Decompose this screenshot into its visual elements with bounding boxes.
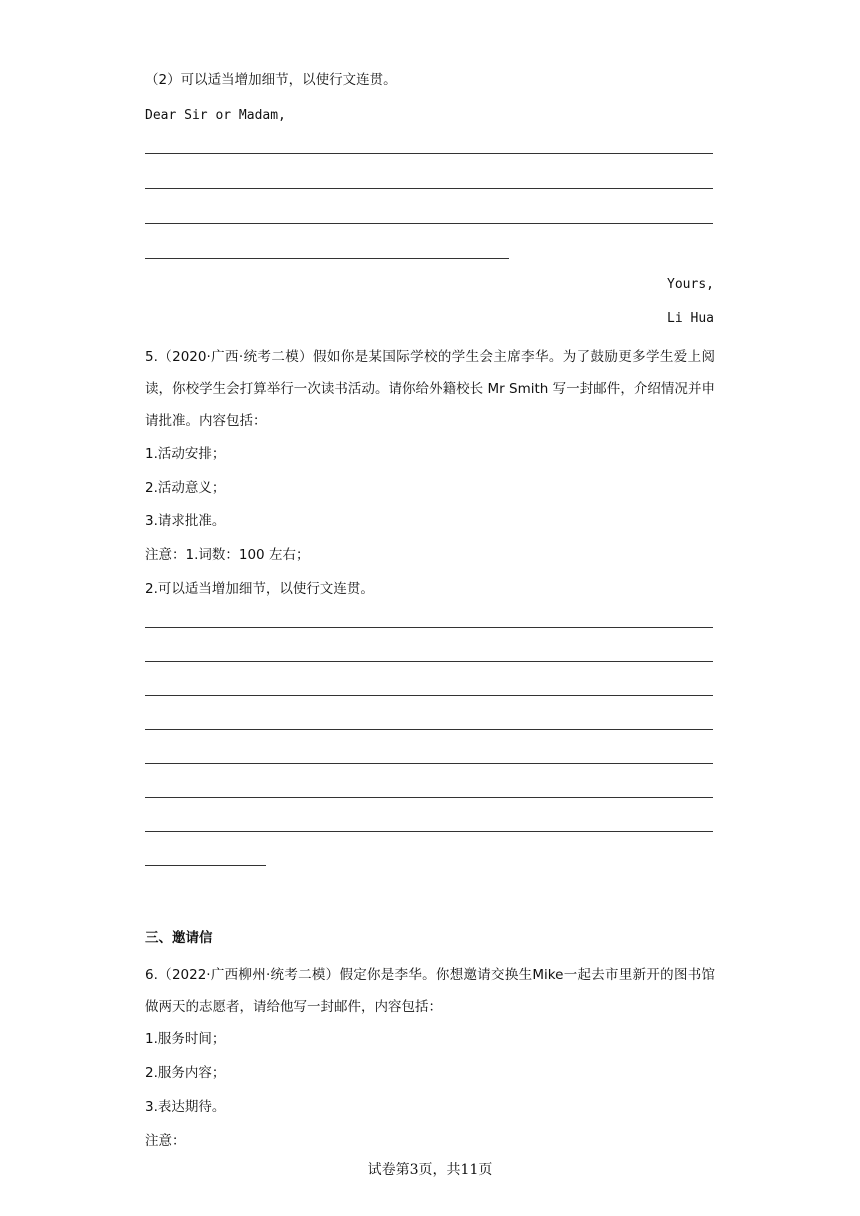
answer-line	[145, 188, 713, 189]
answer-line	[145, 153, 713, 154]
q5-note-2: 2.可以适当增加细节，以使行文连贯。	[145, 581, 374, 597]
answer-line	[145, 661, 713, 662]
q6-prompt: 6.（2022·广西柳州·统考二模）假定你是李华。你想邀请交换生Mike一起去市里新开的图书馆做两天的志愿者，请给他写一封邮件，内容包括：	[145, 967, 715, 1015]
q6-item-2: 2.服务内容；	[145, 1065, 226, 1081]
page-footer: 试卷第3页，共11页	[367, 1162, 493, 1178]
answer-line-short	[145, 865, 266, 866]
q6-item-3: 3.表达期待。	[145, 1099, 226, 1115]
answer-line-short	[145, 258, 509, 259]
closing: Yours,	[667, 277, 714, 292]
answer-line	[145, 797, 713, 798]
q6-note: 注意：	[145, 1133, 186, 1149]
q5-item-1: 1.活动安排；	[145, 446, 226, 462]
q5-prompt: 5.（2020·广西·统考二模）假如你是某国际学校的学生会主席李华。为了鼓励更多学生爱上阅读，你校学生会打算举行一次读书活动。请你给外籍校长 Mr Smith 写一封邮件，介绍情况并申请批准。内容包括：	[145, 349, 715, 429]
answer-line	[145, 763, 713, 764]
q5-item-2: 2.活动意义；	[145, 480, 226, 496]
q6-item-1: 1.服务时间；	[145, 1031, 226, 1047]
section-heading: 三、邀请信	[145, 930, 213, 946]
answer-line	[145, 831, 713, 832]
answer-line	[145, 729, 713, 730]
salutation: Dear Sir or Madam,	[145, 108, 286, 123]
answer-line	[145, 223, 713, 224]
answer-line	[145, 695, 713, 696]
signature: Li Hua	[667, 311, 714, 326]
q5-note-1: 注意：1.词数：100 左右；	[145, 547, 310, 563]
q5-item-3: 3.请求批准。	[145, 513, 226, 529]
note-2-prev: （2）可以适当增加细节，以使行文连贯。	[145, 72, 397, 88]
answer-line	[145, 627, 713, 628]
